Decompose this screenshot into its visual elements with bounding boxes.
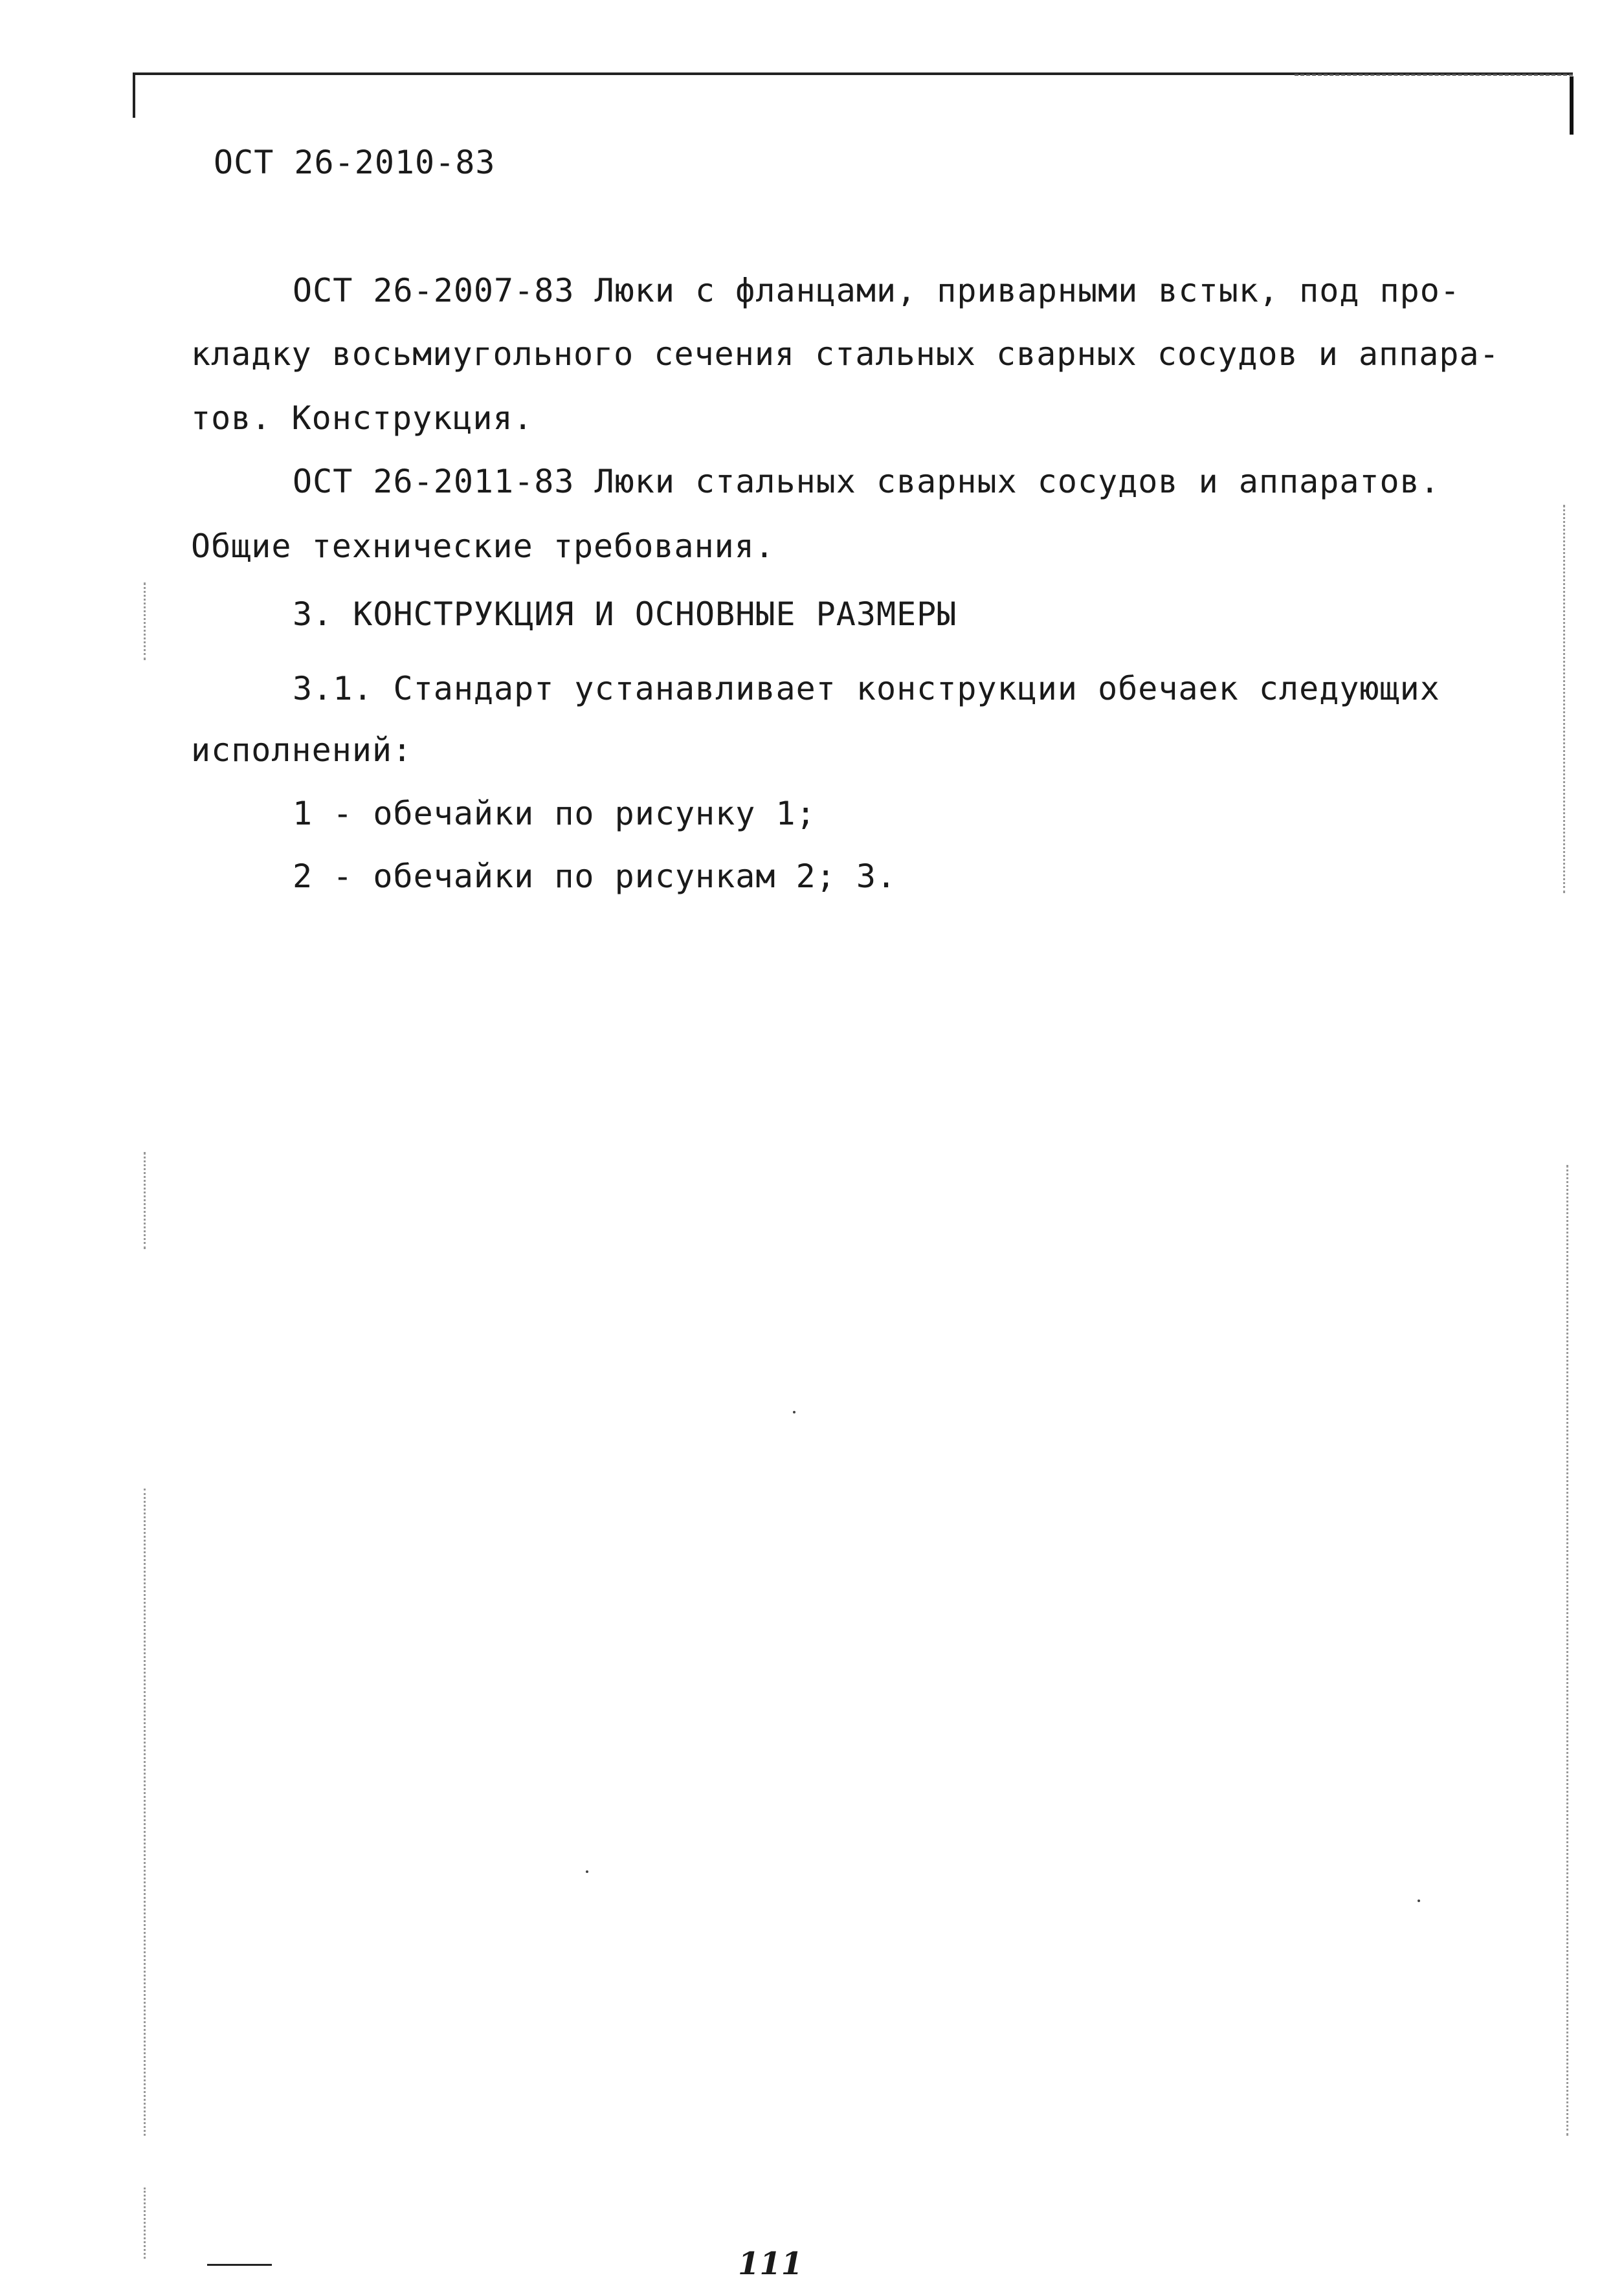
left-margin-scan-marks <box>144 582 146 660</box>
frame-top-line-faint <box>1295 74 1573 76</box>
body-line: ОСТ 26-2007-83 Люки с фланцами, приварными встык, под про- <box>293 272 1460 309</box>
left-margin-scan-marks <box>144 2188 146 2259</box>
list-item: 1 - обечайки по рисунку 1; <box>293 795 816 832</box>
right-margin-scan-marks <box>1566 1165 1568 2136</box>
body-line: 3.1. Стандарт устанавливает конструкции обечаек следующих <box>293 670 1440 707</box>
body-line: кладку восьмиугольного сечения стальных сварных сосудов и аппара- <box>191 335 1500 373</box>
left-margin-scan-marks <box>144 1152 146 1249</box>
scan-speck <box>586 1870 588 1873</box>
body-line: исполнений: <box>191 731 413 769</box>
scan-speck <box>1418 1900 1420 1902</box>
body-line: ОСТ 26-2011-83 Люки стальных сварных сосудов и аппаратов. <box>293 463 1440 500</box>
document-code: ОСТ 26-2010-83 <box>214 144 496 181</box>
left-margin-scan-marks <box>144 1489 146 2136</box>
right-margin-scan-marks <box>1563 505 1565 893</box>
bottom-edge-mark <box>207 2264 272 2266</box>
body-line: Общие технические требования. <box>191 527 775 565</box>
body-line: тов. Конструкция. <box>191 399 533 437</box>
list-item: 2 - обечайки по рисункам 2; 3. <box>293 858 897 895</box>
scan-speck <box>793 1411 795 1413</box>
frame-right-tick <box>1570 76 1574 135</box>
section-heading: 3. КОНСТРУКЦИЯ И ОСНОВНЫЕ РАЗМЕРЫ <box>293 595 957 633</box>
page-number: 111 <box>738 2246 803 2282</box>
frame-left-tick <box>133 72 135 118</box>
